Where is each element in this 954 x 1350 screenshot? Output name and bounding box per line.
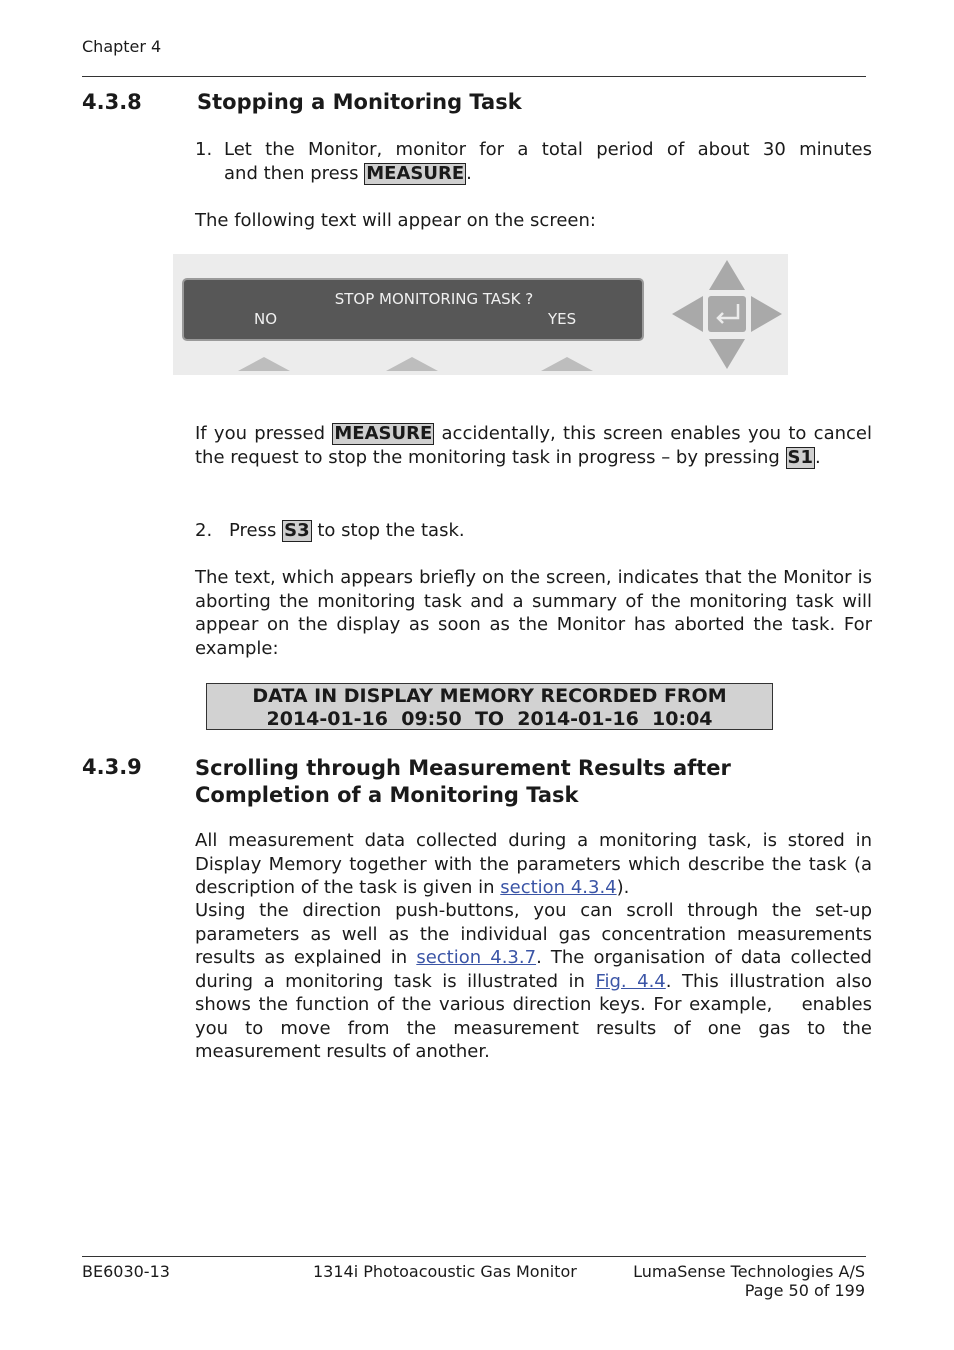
step-1-line2-text: and then press <box>224 162 365 184</box>
section-4-3-7-link[interactable]: section 4.3.7 <box>416 947 537 968</box>
lcd-no-label: NO <box>254 310 278 328</box>
section-title: Stopping a Monitoring Task <box>197 90 522 114</box>
summary-paragraph: The text, which appears briefly on the screen, indicates that the Monitor is aborting the monitoring task and a summary of the monitoring task will appear on the display as soon as the Monitor has aborted the task. For example: <box>195 567 872 659</box>
p1-text: All measurement data collected during a monitoring task, is stored in Display Memory together with the parameters which describe the task (a description of the task is given in <box>195 830 872 898</box>
section-title <box>195 755 731 809</box>
scroll-paragraph-2 <box>195 899 872 1064</box>
following-text: The following text will appear on the screen: <box>195 210 596 231</box>
footer-product: 1314i Photoacoustic Gas Monitor <box>313 1262 577 1281</box>
enter-key-icon <box>708 296 746 332</box>
step-1-line1: Let the Monitor, monitor for a total period of about 30 minutes <box>224 139 872 160</box>
down-arrow-icon <box>709 339 745 369</box>
display-memory-box <box>206 683 773 730</box>
step-2-number: 2. <box>195 520 213 541</box>
s3-key: S3 <box>284 520 310 541</box>
footer-page: Page 50 of 199 <box>744 1281 865 1300</box>
step-1 <box>195 138 872 185</box>
softkey-arrow-icon <box>541 357 593 371</box>
display-memory-line1: DATA IN DISPLAY MEMORY RECORDED FROM <box>252 685 727 707</box>
chapter-label: Chapter 4 <box>82 37 162 56</box>
accident-text-3: . <box>815 446 821 468</box>
header-rule <box>82 76 866 77</box>
accident-paragraph <box>195 422 872 469</box>
p2-text-1: Using the direction push-buttons, you can scroll through the set-up parameters as well as the individual gas concentration measurements results as explained in <box>195 900 872 968</box>
softkey-arrow-icon <box>386 357 438 371</box>
scroll-paragraph-1 <box>195 829 872 900</box>
lcd-title: STOP MONITORING TASK ? <box>334 290 534 308</box>
measure-key: MEASURE <box>334 423 433 444</box>
up-arrow-icon <box>709 260 745 290</box>
accident-text-2: accidentally, this screen enables you to cancel the request to stop the monitoring task in progress – by pressing <box>195 423 872 468</box>
footer-company: LumaSense Technologies A/S <box>633 1262 865 1281</box>
display-memory-line2: 2014-01-16 09:50 TO 2014-01-16 10:04 <box>266 708 713 730</box>
lcd-panel-illustration <box>173 254 788 375</box>
s1-key: S1 <box>787 446 814 468</box>
section-title-line1: Scrolling through Measurement Results after <box>195 756 731 780</box>
measure-key: MEASURE <box>366 162 465 184</box>
footer-rule <box>82 1256 866 1257</box>
p2-text-4: enables you to move from the measurement results of one gas to the measurement results of another. <box>195 994 872 1062</box>
section-title-line2: Completion of a Monitoring Task <box>195 783 579 807</box>
p1-end: ). <box>616 877 630 898</box>
accident-text-1: If you pressed <box>195 423 333 444</box>
lcd-yes-label: YES <box>548 310 577 328</box>
p2-text-2: . The organisation of data collected during a monitoring task is illustrated in <box>195 947 872 992</box>
step-1-punct: . <box>466 162 472 184</box>
step-1-number: 1. <box>195 139 213 160</box>
step-2-text-2: to stop the task. <box>311 520 465 541</box>
p2-text-3: . This illustration also shows the function of the various direction keys. For example, <box>195 970 872 1015</box>
softkey-arrow-icon <box>238 357 290 371</box>
section-number: 4.3.9 <box>82 755 142 779</box>
footer-doc-id: BE6030-13 <box>82 1262 170 1281</box>
right-arrow-icon <box>751 296 782 332</box>
section-4-3-4-link[interactable]: section 4.3.4 <box>500 877 617 898</box>
step-2 <box>195 519 465 543</box>
section-number: 4.3.8 <box>82 90 142 114</box>
left-arrow-icon <box>672 296 703 332</box>
keypad-graphics <box>173 254 788 375</box>
step-2-text-1: Press <box>229 520 283 541</box>
fig-4-4-link[interactable]: Fig. 4.4 <box>595 970 666 992</box>
